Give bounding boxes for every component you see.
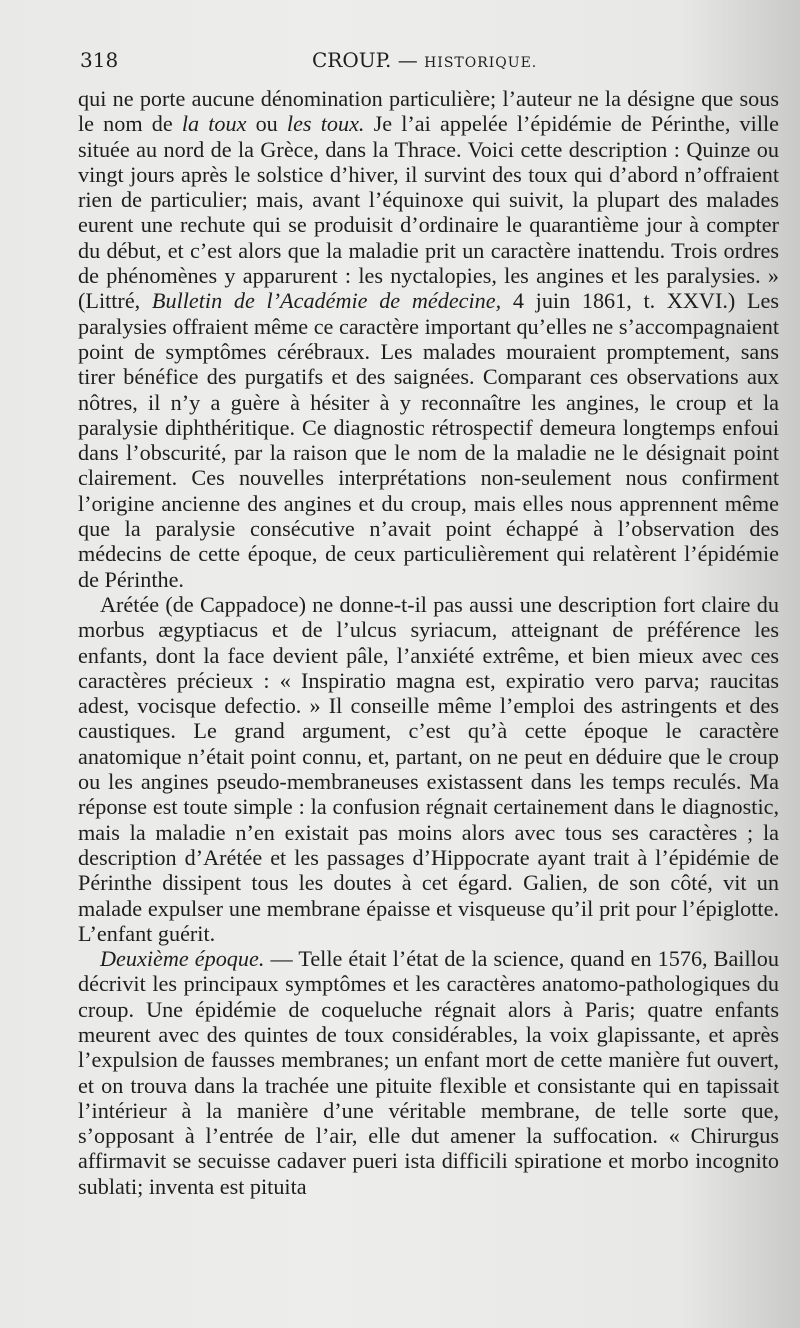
paragraph-3 <box>78 946 779 1199</box>
p3-italic-1: Deuxième époque. <box>100 946 265 972</box>
paragraph-1 <box>78 86 779 592</box>
p3-text-1: — Telle était l’état de la science, quand en 1576, Baillou décrivit les principaux symptômes et les caractères anatomo-pathologiques du croup. Une épidémie de coqueluche régnait alors à Paris; quatre enfants meurent avec des quintes de toux considérables, la voix glapissante, et après l’expulsion de fausses membranes; un enfant mort de cette manière fut ouvert, et on trouva dans la trachée une pituite flexible et consistante qui en tapissait l’intérieur à la manière d’une véritable membrane, de telle sorte que, s’opposant à l’entrée de l’air, elle dut amener la suffocation. « Chirurgus affirmavit se secuisse cadaver pueri ista difficili spiratione et morbo incognito sublati; inventa est pituita <box>78 946 779 1199</box>
running-title-main: CROUP. — <box>312 48 425 72</box>
p1-text-4: 4 juin 1861, t. XXVI.) Les paralysies offraient même ce caractère important qu’elles ne s’accompagnaient point de symptômes cérébraux. Les malades mouraient promptement, sans tirer bénéfice des purgatifs et des saignées. Comparant ces observations aux nôtres, il n’y a guère à hésiter à y reconnaître les angines, le croup et la paralysie diphthéritique. Ce diagnostic rétrospectif demeura longtemps enfoui dans l’obscurité, par la raison que le nom de la maladie ne le désignait point clairement. Ces nouvelles interprétations non-seulement nous confirment l’origine ancienne des angines et du croup, mais elles nous apprennent même que la paralysie consécutive n’avait point échappé à l’observation des médecins de cette époque, de ceux particulièrement qui relatèrent l’épidémie de Périnthe. <box>78 288 780 592</box>
p1-italic-2: les toux. <box>286 111 365 137</box>
p1-text-2: ou <box>246 111 287 137</box>
running-title <box>312 48 537 72</box>
p1-italic-3: Bulletin de l’Académie de médecine, <box>151 288 502 314</box>
running-title-section: HISTORIQUE. <box>424 55 538 71</box>
page-number: 318 <box>80 48 119 72</box>
body-text <box>78 86 779 1199</box>
p1-italic-1: la toux <box>181 111 247 137</box>
paragraph-2: Arétée (de Cappadoce) ne donne-t-il pas aussi une description fort claire du morbus ægyptiacus et de l’ulcus syriacum, atteignant de préférence les enfants, dont la face devient pâle, l’anxiété extrême, et bien mieux avec ces caractères précieux : « Inspiratio magna est, expiratio vero parva; raucitas adest, vocisque defectio. » Il conseille même l’emploi des astringents et des caustiques. Le grand argument, c’est qu’à cette époque le caractère anatomique n’était point connu, et, partant, on ne peut en déduire que le croup ou les angines pseudo-membraneuses existassent dans les temps reculés. Ma réponse est toute simple : la confusion régnait certainement dans le diagnostic, mais la maladie n’en existait pas moins alors avec tous ses caractères ; la description d’Arétée et les passages d’Hippocrate ayant trait à l’épidémie de Périnthe dissipent tous les doutes à cet égard. Galien, de son côté, vit un malade expulser une membrane épaisse et visqueuse qu’il prit pour l’épiglotte. L’enfant guérit. <box>78 591 779 946</box>
page-header <box>80 48 780 80</box>
p1-text-1: qui ne porte aucune dénomination particulière; l’auteur ne la désigne que sous le nom de <box>78 86 779 137</box>
p1-text-3: Je l’ai appelée l’épidémie de Périnthe, ville située au nord de la Grèce, dans la Thrace. Voici cette description : Quinze ou vingt jours après le solstice d’hiver, il survint des toux qui d’abord n’offraient rien de particulier; mais, avant l’équinoxe qui suivit, la plupart des malades eurent une rechute qui se produisit d’ordinaire le quarantième jour à compter du début, et c’est alors que la maladie prit un caractère inattendu. Trois ordres de phénomènes y apparurent : les nyctalopies, les angines et les paralysies. » (Littré, <box>78 111 779 314</box>
